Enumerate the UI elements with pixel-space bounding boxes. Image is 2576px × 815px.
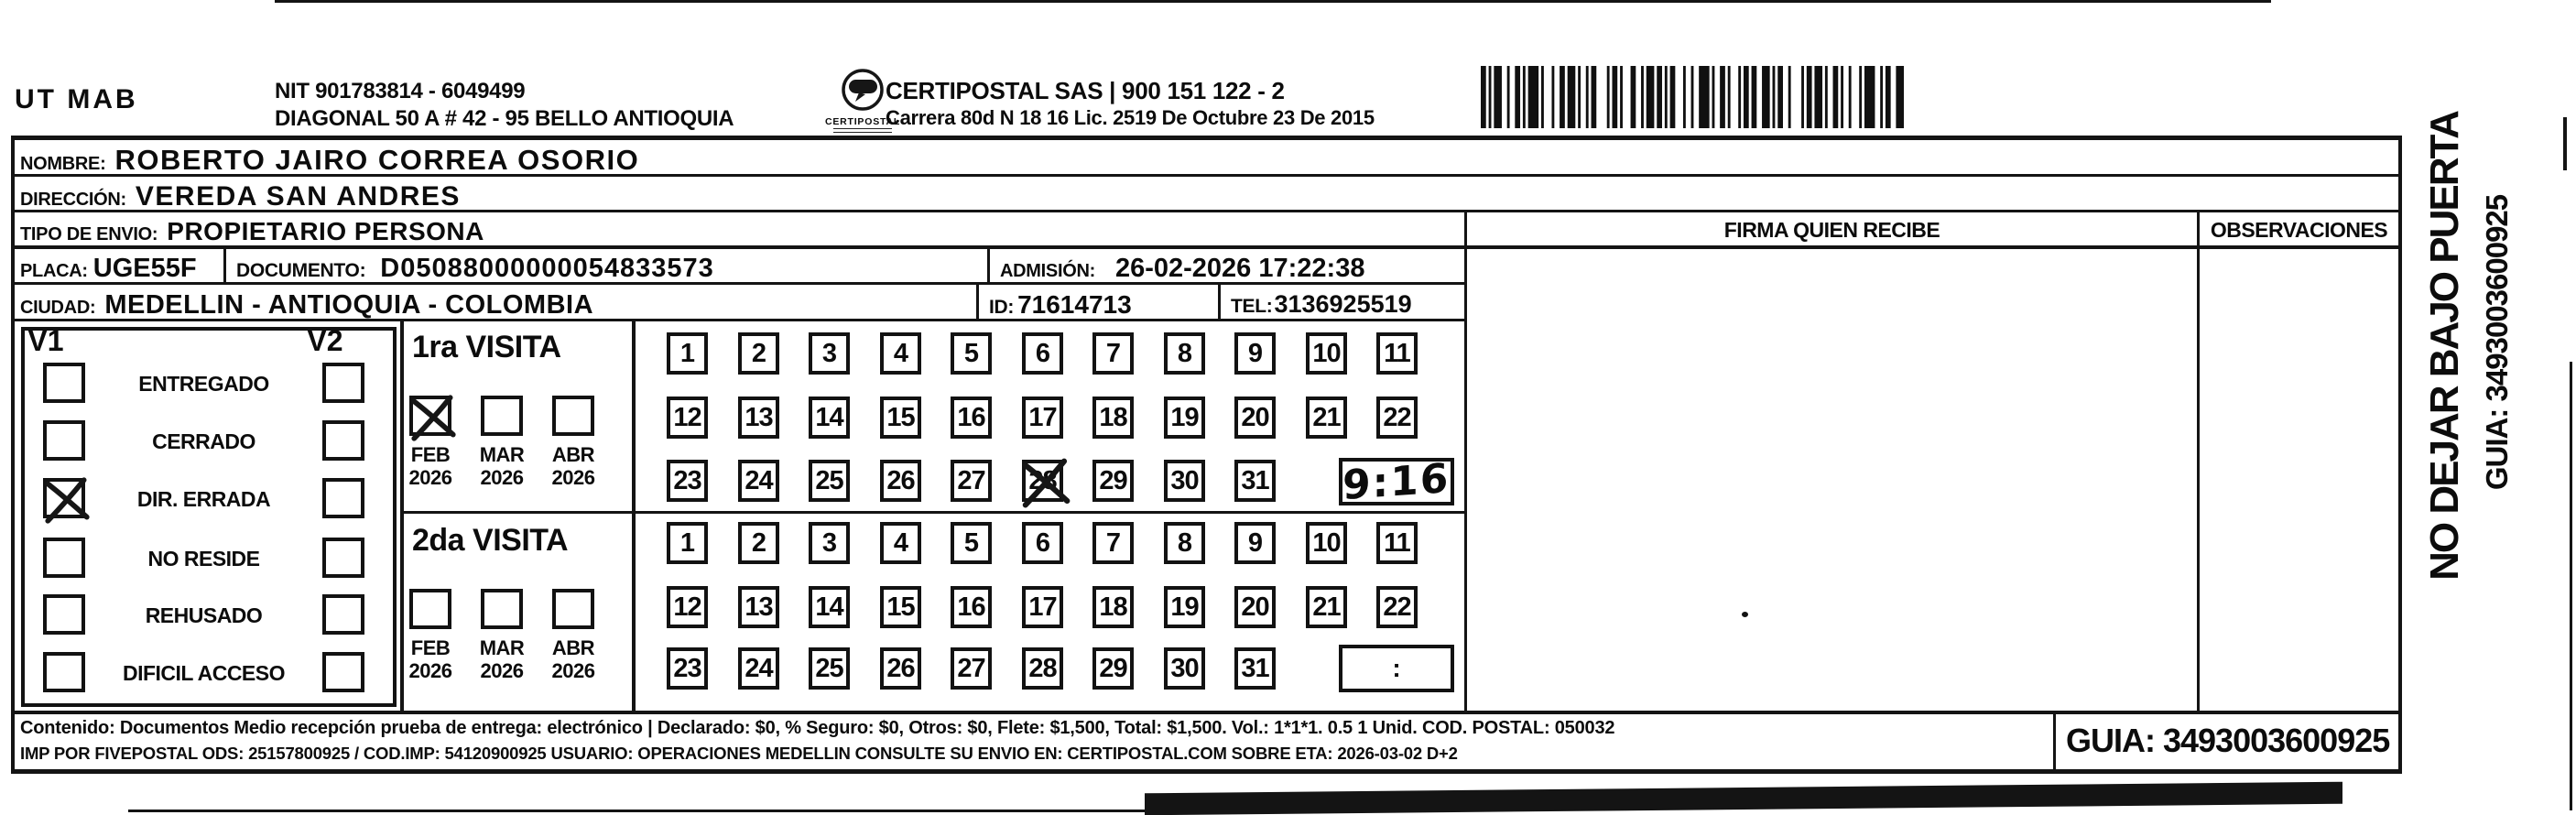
visit2-day-5[interactable]: 5 [951,522,992,564]
visit1-day-1[interactable]: 1 [667,332,708,375]
visit1-day-9[interactable]: 9 [1234,332,1276,375]
nombre-value: ROBERTO JAIRO CORREA OSORIO [114,144,640,176]
visit1-day-18[interactable]: 18 [1092,397,1134,439]
tel-label: TEL: [1231,296,1273,317]
status-v2-checkbox-rehusado[interactable] [322,594,364,635]
visit1-time-box[interactable] [1339,454,1454,509]
visit2-year-label: 2026 [408,659,452,682]
visit1-day-30[interactable]: 30 [1164,460,1205,502]
footer-imp-line: IMP POR FIVEPOSTAL ODS: 25157800925 / COD.IMP: 54120900925 USUARIO: OPERACIONES MEDELLIN CONSULTE SU ENVIO EN: CERTIPOSTAL.COM SOBRE ETA: 2026-03-02 D+2 [20,744,1458,763]
footer-content-line: Contenido: Documentos Medio recepción prueba de entrega: electrónico | Declarado: $0, % Seguro: $0, Otros: $0, Flete: $1,500, Total: $1,500. Vol.: 1*1*1. 0.5 1 Unid. COD. POSTAL: 050032 [20,718,1615,738]
id-label: ID: [989,297,1015,318]
company-address: Carrera 80d N 18 16 Lic. 2519 De Octubre 23 De 2015 [886,106,1375,129]
visit1-day-26[interactable]: 26 [880,460,921,502]
status-v1-checkbox-no-reside[interactable] [43,538,85,578]
visit1-year-label: 2026 [480,466,524,489]
guia-number: GUIA: 3493003600925 [2066,722,2390,759]
visit1-day-16[interactable]: 16 [951,397,992,439]
status-v2-checkbox-entregado[interactable] [322,363,364,403]
nombre-label: NOMBRE: [20,154,106,174]
status-label-no-reside: NO RESIDE [147,547,260,570]
x-mark [408,393,459,447]
status-col-v1: V1 [27,324,64,357]
visit1-day-6[interactable]: 6 [1022,332,1063,375]
id-value: 71614713 [1017,290,1132,319]
visit1-day-13[interactable]: 13 [738,397,779,439]
tipo-envio-label: TIPO DE ENVIO: [20,224,158,244]
visit1-day-14[interactable]: 14 [809,397,850,439]
visit2-month-label: MAR [479,636,525,659]
status-label-cerrado: CERRADO [152,429,255,453]
visit1-day-7[interactable]: 7 [1092,332,1134,375]
visit2-day-21[interactable]: 21 [1306,586,1347,628]
visit1-day-23[interactable]: 23 [667,460,708,502]
status-v2-checkbox-dir-errada[interactable] [322,478,364,518]
visit1-day-8[interactable]: 8 [1164,332,1205,375]
handwritten-x-mark [41,475,92,525]
visit1-day-31[interactable]: 31 [1234,460,1276,502]
time-placeholder: : [1392,654,1401,682]
status-col-v2: V2 [307,324,343,357]
documento-label: DOCUMENTO: [236,260,366,281]
handwritten-day-x-mark [1018,455,1073,517]
visit2-day-24[interactable]: 24 [738,647,779,690]
visit2-day-26[interactable]: 26 [880,647,921,690]
visit2-day-25[interactable]: 25 [809,647,850,690]
visit1-day-19[interactable]: 19 [1164,397,1205,439]
visit1-day-15[interactable]: 15 [880,397,921,439]
visit1-month-checkbox-abr[interactable] [552,396,594,436]
visit1-year-label: 2026 [408,466,452,489]
sender-name: UT MAB [15,84,138,114]
visit1-month-checkbox-mar[interactable] [481,396,523,436]
handwritten-x-mark [1018,455,1073,510]
visit1-day-11[interactable]: 11 [1376,332,1418,375]
visit1-day-29[interactable]: 29 [1092,460,1134,502]
sender-nit: NIT 901783814 - 6049499 [275,79,526,103]
status-label-rehusado: REHUSADO [145,603,263,627]
visit1-day-24[interactable]: 24 [738,460,779,502]
visit2-day-11[interactable]: 11 [1376,522,1418,564]
documento-value: D05088000000054833573 [380,254,714,283]
visit2-day-27[interactable]: 27 [951,647,992,690]
visit2-month-label: ABR [551,636,595,659]
visit2-day-28[interactable]: 28 [1022,647,1063,690]
visit1-month-checkbox-feb[interactable] [409,396,451,436]
status-v1-checkbox-cerrado[interactable] [43,420,85,461]
visit1-day-5[interactable]: 5 [951,332,992,375]
visit1-day-22[interactable]: 22 [1376,397,1418,439]
sender-address: DIAGONAL 50 A # 42 - 95 BELLO ANTIOQUIA [275,106,734,131]
visit2-day-9[interactable]: 9 [1234,522,1276,564]
x-mark [41,475,92,529]
ciudad-value: MEDELLIN - ANTIOQUIA - COLOMBIA [104,290,594,320]
visit2-day-16[interactable]: 16 [951,586,992,628]
visit2-month-checkbox-mar[interactable] [481,589,523,629]
visit2-year-label: 2026 [480,659,524,682]
visit1-day-3[interactable]: 3 [809,332,850,375]
visit1-day-21[interactable]: 21 [1306,397,1347,439]
visit2-day-12[interactable]: 12 [667,586,708,628]
handwritten-time: 9:16 [1342,454,1451,509]
visit2-day-17[interactable]: 17 [1022,586,1063,628]
direccion-value: VEREDA SAN ANDRES [135,181,461,212]
observaciones-header: OBSERVACIONES [2210,218,2388,242]
visit2-day-1[interactable]: 1 [667,522,708,564]
status-v1-checkbox-dir-errada[interactable] [43,478,85,518]
visit2-time-box[interactable] [1339,645,1454,692]
admision-label: ADMISIÓN: [1000,261,1095,281]
visit1-day-25[interactable]: 25 [809,460,850,502]
visit2-day-23[interactable]: 23 [667,647,708,690]
visit2-day-14[interactable]: 14 [809,586,850,628]
ciudad-label: CIUDAD: [20,298,96,318]
visit1-month-label: MAR [479,443,525,466]
status-v1-checkbox-dificil-acceso[interactable] [43,652,85,692]
visit2-day-22[interactable]: 22 [1376,586,1418,628]
status-v1-checkbox-entregado[interactable] [43,363,85,403]
admision-value: 26-02-2026 17:22:38 [1114,254,1365,283]
visit2-title: 2da VISITA [412,523,569,558]
visit1-day-4[interactable]: 4 [880,332,921,375]
tel-value: 3136925519 [1274,290,1412,318]
visit2-day-2[interactable]: 2 [738,522,779,564]
visit2-year-label: 2026 [551,659,595,682]
visit2-day-20[interactable]: 20 [1234,586,1276,628]
status-v2-checkbox-cerrado[interactable] [322,420,364,461]
direccion-label: DIRECCIÓN: [20,190,126,210]
firma-header: FIRMA QUIEN RECIBE [1723,218,1940,242]
visit1-day-12[interactable]: 12 [667,397,708,439]
visit1-year-label: 2026 [551,466,595,489]
company-name: CERTIPOSTAL SAS | 900 151 122 - 2 [886,77,1285,104]
visit1-month-label: ABR [551,443,595,466]
visit2-day-4[interactable]: 4 [880,522,921,564]
visit2-day-13[interactable]: 13 [738,586,779,628]
visit2-day-6[interactable]: 6 [1022,522,1063,564]
visit2-month-checkbox-abr[interactable] [552,589,594,629]
visit2-month-checkbox-feb[interactable] [409,589,451,629]
side-guia-text: GUIA: 3493003600925 [2480,194,2514,491]
logo-text: CERTIPOSTAL [824,116,901,127]
status-v2-checkbox-dificil-acceso[interactable] [322,652,364,692]
visit2-day-29[interactable]: 29 [1092,647,1134,690]
tipo-envio-value: PROPIETARIO PERSONA [167,217,484,245]
visit1-day-28[interactable]: 28 [1022,460,1063,502]
visit1-day-10[interactable]: 10 [1306,332,1347,375]
visit1-day-27[interactable]: 27 [951,460,992,502]
visit2-day-31[interactable]: 31 [1234,647,1276,690]
visit2-month-label: FEB [410,636,451,659]
visit1-title: 1ra VISITA [412,330,561,364]
visit2-day-7[interactable]: 7 [1092,522,1134,564]
visit2-day-19[interactable]: 19 [1164,586,1205,628]
side-warning-text: NO DEJAR BAJO PUERTA [2422,112,2467,581]
visit2-day-30[interactable]: 30 [1164,647,1205,690]
visit2-day-3[interactable]: 3 [809,522,850,564]
visit2-day-8[interactable]: 8 [1164,522,1205,564]
visit2-day-18[interactable]: 18 [1092,586,1134,628]
visit1-month-label: FEB [410,443,451,466]
visit2-day-15[interactable]: 15 [880,586,921,628]
status-v1-checkbox-rehusado[interactable] [43,594,85,635]
status-v2-checkbox-no-reside[interactable] [322,538,364,578]
handwritten-x-mark [408,393,459,442]
visit2-day-10[interactable]: 10 [1306,522,1347,564]
placa-label: PLACA: [20,261,88,281]
visit1-day-2[interactable]: 2 [738,332,779,375]
status-label-entregado: ENTREGADO [138,372,269,396]
visit1-day-20[interactable]: 20 [1234,397,1276,439]
status-label-dificil-acceso: DIFICIL ACCESO [122,661,285,685]
status-label-dir-errada: DIR. ERRADA [136,487,271,511]
placa-value: UGE55F [92,254,197,283]
visit1-day-17[interactable]: 17 [1022,397,1063,439]
